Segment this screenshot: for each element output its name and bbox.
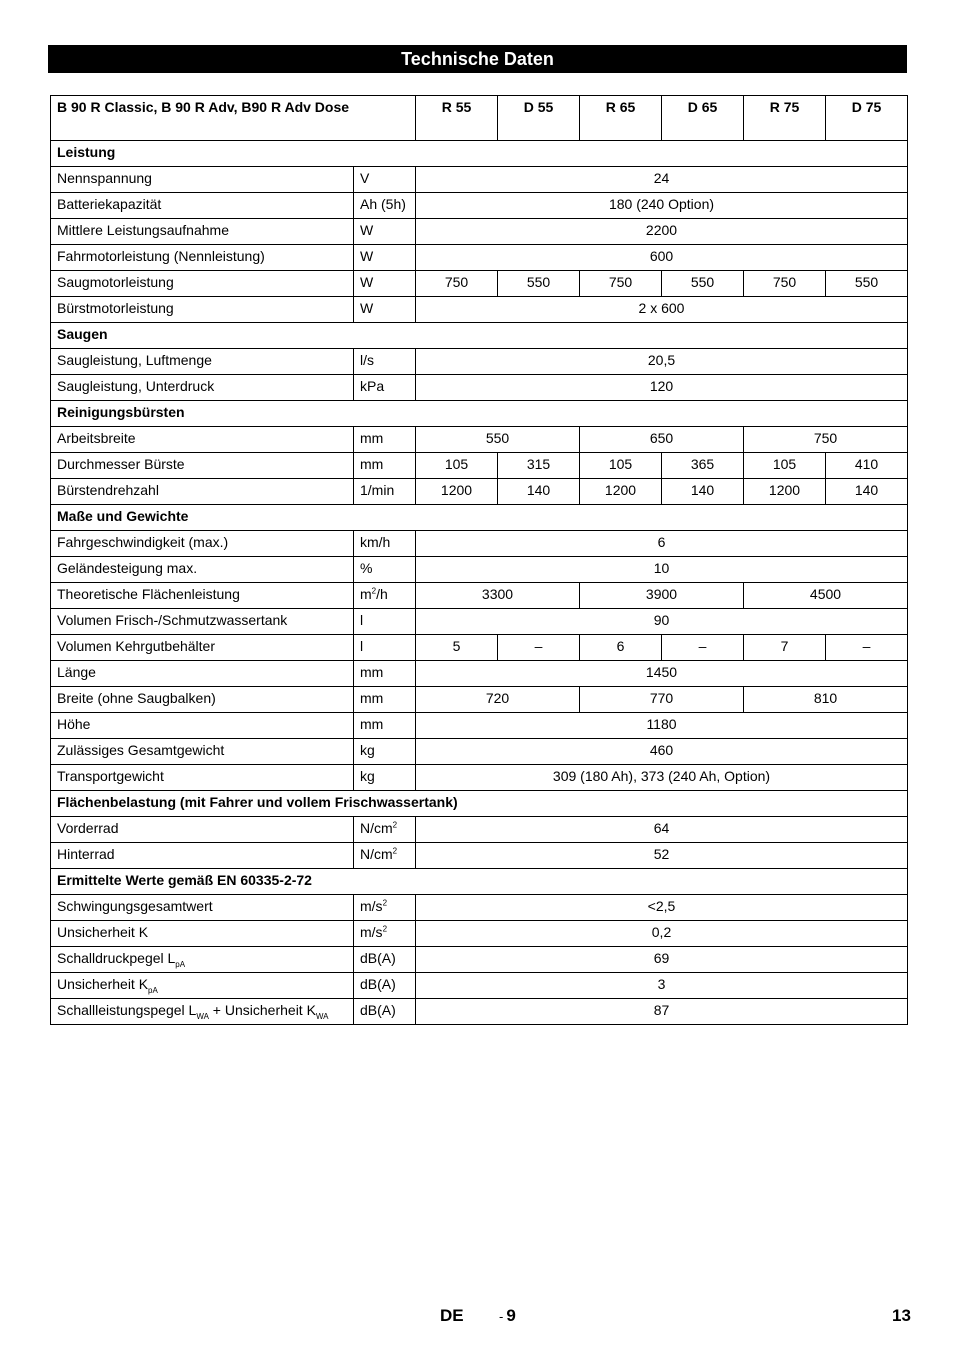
- spec-label-text: + Unsicherheit K: [208, 1002, 316, 1018]
- footer-section-page: [499, 1306, 516, 1326]
- spec-label-text: Schwingungsgesamtwert: [57, 898, 213, 914]
- spec-value: 69: [416, 947, 908, 973]
- spec-unit-text: dB(A): [360, 976, 396, 992]
- spec-label: [51, 843, 354, 869]
- spec-unit-text: l: [360, 612, 364, 628]
- technical-data-table: [50, 95, 908, 1025]
- spec-label: [51, 661, 354, 687]
- spec-unit: [354, 193, 416, 219]
- spec-value: 600: [416, 245, 908, 271]
- spec-label-text: Bürstmotorleistung: [57, 300, 174, 316]
- table-row: [51, 635, 908, 661]
- table-row: [51, 895, 908, 921]
- spec-unit-superscript: 2: [392, 846, 398, 856]
- spec-label: [51, 479, 354, 505]
- spec-value: 105: [580, 453, 662, 479]
- spec-value: 1200: [416, 479, 498, 505]
- section-title: Saugen: [51, 323, 908, 349]
- model-series-label: B 90 R Classic, B 90 R Adv, B90 R Adv Dose: [51, 96, 416, 141]
- spec-unit-text: m: [360, 586, 372, 602]
- table-row: [51, 453, 908, 479]
- spec-label-text: Länge: [57, 664, 96, 680]
- spec-unit-text: mm: [360, 690, 384, 706]
- spec-unit: [354, 999, 416, 1025]
- spec-label-text: Saugmotorleistung: [57, 274, 174, 290]
- table-header-row: [51, 96, 908, 141]
- spec-unit-text: V: [360, 170, 370, 186]
- spec-value: 770: [580, 687, 744, 713]
- table-row: [51, 973, 908, 999]
- spec-value: 315: [498, 453, 580, 479]
- table-row: [51, 349, 908, 375]
- spec-value: 720: [416, 687, 580, 713]
- table-row: [51, 713, 908, 739]
- spec-label: [51, 583, 354, 609]
- spec-value: 10: [416, 557, 908, 583]
- spec-unit: [354, 765, 416, 791]
- table-row: [51, 765, 908, 791]
- table-row: [51, 219, 908, 245]
- spec-label-text: Mittlere Leistungsaufnahme: [57, 222, 229, 238]
- spec-unit-superscript: 2: [382, 898, 388, 908]
- footer-dash: -: [499, 1309, 504, 1324]
- spec-label-text: Nennspannung: [57, 170, 152, 186]
- spec-label: [51, 713, 354, 739]
- table-row: [51, 999, 908, 1025]
- spec-unit: [354, 609, 416, 635]
- section-row: [51, 869, 908, 895]
- spec-unit: [354, 219, 416, 245]
- spec-value: 105: [416, 453, 498, 479]
- spec-label-text: Zulässiges Gesamtgewicht: [57, 742, 225, 758]
- spec-label: [51, 921, 354, 947]
- model-header: D 75: [826, 96, 908, 141]
- table-row: [51, 583, 908, 609]
- spec-value: 650: [580, 427, 744, 453]
- spec-unit: [354, 713, 416, 739]
- spec-value: <2,5: [416, 895, 908, 921]
- section-row: [51, 505, 908, 531]
- spec-unit: [354, 921, 416, 947]
- spec-unit-text: kPa: [360, 378, 385, 394]
- spec-value: 3: [416, 973, 908, 999]
- spec-value: 550: [826, 271, 908, 297]
- spec-label-text: Theoretische Flächenleistung: [57, 586, 240, 602]
- spec-unit-text: W: [360, 248, 374, 264]
- spec-label: [51, 947, 354, 973]
- spec-label: [51, 193, 354, 219]
- spec-value: 105: [744, 453, 826, 479]
- spec-value: 6: [580, 635, 662, 661]
- spec-label-text: Schallleistungspegel L: [57, 1002, 197, 1018]
- spec-unit-text: W: [360, 222, 374, 238]
- spec-value: 750: [416, 271, 498, 297]
- spec-unit: [354, 817, 416, 843]
- spec-label: [51, 271, 354, 297]
- spec-unit: [354, 427, 416, 453]
- table-row: [51, 193, 908, 219]
- spec-unit-text: N/cm: [360, 846, 393, 862]
- table-row: [51, 817, 908, 843]
- table-row: [51, 557, 908, 583]
- spec-value: 140: [662, 479, 744, 505]
- spec-value: 1200: [580, 479, 662, 505]
- spec-label-text: Vorderrad: [57, 820, 119, 836]
- spec-value: –: [498, 635, 580, 661]
- spec-label: [51, 453, 354, 479]
- spec-value: 2200: [416, 219, 908, 245]
- spec-label-subscript: WA: [315, 1011, 329, 1021]
- section-title: Reinigungsbürsten: [51, 401, 908, 427]
- spec-value: 7: [744, 635, 826, 661]
- table-row: [51, 739, 908, 765]
- spec-unit-text: l: [360, 638, 364, 654]
- spec-value: 550: [498, 271, 580, 297]
- spec-label: [51, 687, 354, 713]
- spec-unit: [354, 687, 416, 713]
- spec-value: 750: [580, 271, 662, 297]
- spec-unit-text: l/s: [360, 352, 374, 368]
- spec-unit-text: kg: [360, 768, 375, 784]
- spec-unit: [354, 349, 416, 375]
- spec-unit: [354, 739, 416, 765]
- spec-label-text: Hinterrad: [57, 846, 115, 862]
- spec-value: 140: [498, 479, 580, 505]
- section-row: [51, 791, 908, 817]
- spec-unit: [354, 297, 416, 323]
- model-header: R 75: [744, 96, 826, 141]
- spec-value: 750: [744, 271, 826, 297]
- spec-unit: [354, 843, 416, 869]
- spec-unit-text: dB(A): [360, 1002, 396, 1018]
- spec-value: 750: [744, 427, 908, 453]
- spec-unit-text: /h: [376, 586, 388, 602]
- spec-value: 4500: [744, 583, 908, 609]
- spec-unit-text: mm: [360, 664, 384, 680]
- spec-unit: [354, 479, 416, 505]
- spec-unit: [354, 271, 416, 297]
- spec-value: 365: [662, 453, 744, 479]
- spec-label-text: Arbeitsbreite: [57, 430, 136, 446]
- spec-label: [51, 973, 354, 999]
- spec-label-text: Saugleistung, Unterdruck: [57, 378, 215, 394]
- spec-unit: [354, 583, 416, 609]
- spec-value: 810: [744, 687, 908, 713]
- spec-label: [51, 765, 354, 791]
- spec-unit-text: 1/min: [360, 482, 395, 498]
- spec-unit-text: m/s: [360, 898, 383, 914]
- table-row: [51, 427, 908, 453]
- spec-value: 410: [826, 453, 908, 479]
- spec-value: 2 x 600: [416, 297, 908, 323]
- spec-unit-superscript: 2: [371, 586, 377, 596]
- footer-section-page-number: 9: [506, 1306, 516, 1325]
- spec-unit-text: mm: [360, 456, 384, 472]
- table-row: [51, 375, 908, 401]
- spec-label-subscript: WA: [196, 1011, 209, 1021]
- table-row: [51, 531, 908, 557]
- spec-value: 87: [416, 999, 908, 1025]
- table-row: [51, 271, 908, 297]
- spec-unit-text: km/h: [360, 534, 391, 550]
- spec-label: [51, 219, 354, 245]
- spec-label: [51, 375, 354, 401]
- section-row: [51, 323, 908, 349]
- spec-label-text: Batteriekapazität: [57, 196, 162, 212]
- spec-unit-text: Ah (5h): [360, 196, 406, 212]
- spec-unit: [354, 895, 416, 921]
- table-row: [51, 921, 908, 947]
- spec-unit-superscript: 2: [382, 924, 388, 934]
- spec-value: 1180: [416, 713, 908, 739]
- table-row: [51, 167, 908, 193]
- table-row: [51, 687, 908, 713]
- spec-label: [51, 557, 354, 583]
- spec-value: 309 (180 Ah), 373 (240 Ah, Option): [416, 765, 908, 791]
- spec-unit: [354, 635, 416, 661]
- spec-unit-text: m/s: [360, 924, 383, 940]
- spec-unit-text: mm: [360, 430, 384, 446]
- section-title: Ermittelte Werte gemäß EN 60335-2-72: [51, 869, 908, 895]
- spec-label-text: Volumen Frisch-/Schmutzwassertank: [57, 612, 288, 628]
- spec-value: 52: [416, 843, 908, 869]
- spec-label: [51, 427, 354, 453]
- footer-language: DE: [440, 1306, 464, 1325]
- spec-value: 90: [416, 609, 908, 635]
- spec-unit: [354, 245, 416, 271]
- table-row: [51, 245, 908, 271]
- spec-label: [51, 817, 354, 843]
- spec-unit: [354, 453, 416, 479]
- spec-value: 5: [416, 635, 498, 661]
- spec-unit: [354, 947, 416, 973]
- spec-unit-text: N/cm: [360, 820, 393, 836]
- table-row: [51, 947, 908, 973]
- footer-page-number: 13: [892, 1306, 911, 1325]
- spec-value: 64: [416, 817, 908, 843]
- model-header: D 65: [662, 96, 744, 141]
- spec-unit: [354, 557, 416, 583]
- section-title: Leistung: [51, 141, 908, 167]
- spec-value: 1450: [416, 661, 908, 687]
- spec-label-text: Volumen Kehrgutbehälter: [57, 638, 215, 654]
- spec-label: [51, 895, 354, 921]
- table-row: [51, 661, 908, 687]
- spec-value: 3900: [580, 583, 744, 609]
- spec-label-subscript: pA: [148, 985, 158, 995]
- spec-value: 6: [416, 531, 908, 557]
- spec-value: –: [662, 635, 744, 661]
- section-title: Maße und Gewichte: [51, 505, 908, 531]
- spec-label: [51, 531, 354, 557]
- spec-value: –: [826, 635, 908, 661]
- spec-value: 460: [416, 739, 908, 765]
- spec-value: 120: [416, 375, 908, 401]
- spec-value: 550: [416, 427, 580, 453]
- spec-value: 1200: [744, 479, 826, 505]
- spec-unit: [354, 375, 416, 401]
- spec-label: [51, 999, 354, 1025]
- spec-label-text: Transportgewicht: [57, 768, 164, 784]
- spec-value: 0,2: [416, 921, 908, 947]
- table-row: [51, 843, 908, 869]
- spec-label-text: Schalldruckpegel L: [57, 950, 176, 966]
- spec-unit: [354, 661, 416, 687]
- spec-unit: [354, 167, 416, 193]
- spec-value: 180 (240 Option): [416, 193, 908, 219]
- section-title: Flächenbelastung (mit Fahrer und vollem Frischwassertank): [51, 791, 908, 817]
- spec-value: 550: [662, 271, 744, 297]
- spec-unit-text: W: [360, 274, 374, 290]
- section-row: [51, 141, 908, 167]
- spec-label-text: Breite (ohne Saugbalken): [57, 690, 216, 706]
- spec-label: [51, 297, 354, 323]
- spec-unit-text: mm: [360, 716, 384, 732]
- spec-label-text: Unsicherheit K: [57, 976, 149, 992]
- spec-value: 140: [826, 479, 908, 505]
- spec-label-text: Durchmesser Bürste: [57, 456, 185, 472]
- spec-label: [51, 609, 354, 635]
- spec-label-text: Unsicherheit K: [57, 924, 149, 940]
- spec-label-subscript: pA: [175, 959, 186, 969]
- table-row: [51, 297, 908, 323]
- spec-unit-text: dB(A): [360, 950, 396, 966]
- spec-label-text: Bürstendrehzahl: [57, 482, 159, 498]
- spec-label-text: Höhe: [57, 716, 91, 732]
- spec-label: [51, 739, 354, 765]
- spec-label-text: Fahrgeschwindigkeit (max.): [57, 534, 229, 550]
- table-row: [51, 609, 908, 635]
- spec-unit-text: kg: [360, 742, 375, 758]
- page-title: Technische Daten: [48, 45, 907, 73]
- spec-unit-superscript: 2: [392, 820, 398, 830]
- spec-label-text: Saugleistung, Luftmenge: [57, 352, 212, 368]
- spec-unit: [354, 531, 416, 557]
- model-header: R 65: [580, 96, 662, 141]
- spec-value: 3300: [416, 583, 580, 609]
- spec-value: 20,5: [416, 349, 908, 375]
- table-row: [51, 479, 908, 505]
- section-row: [51, 401, 908, 427]
- model-header: R 55: [416, 96, 498, 141]
- spec-label-text: Fahrmotorleistung (Nennleistung): [57, 248, 265, 264]
- model-header: D 55: [498, 96, 580, 141]
- spec-unit: [354, 973, 416, 999]
- spec-value: 24: [416, 167, 908, 193]
- spec-unit-text: %: [360, 560, 373, 576]
- spec-label: [51, 349, 354, 375]
- spec-label: [51, 635, 354, 661]
- spec-label-text: Geländesteigung max.: [57, 560, 198, 576]
- spec-label: [51, 167, 354, 193]
- spec-unit-text: W: [360, 300, 374, 316]
- spec-label: [51, 245, 354, 271]
